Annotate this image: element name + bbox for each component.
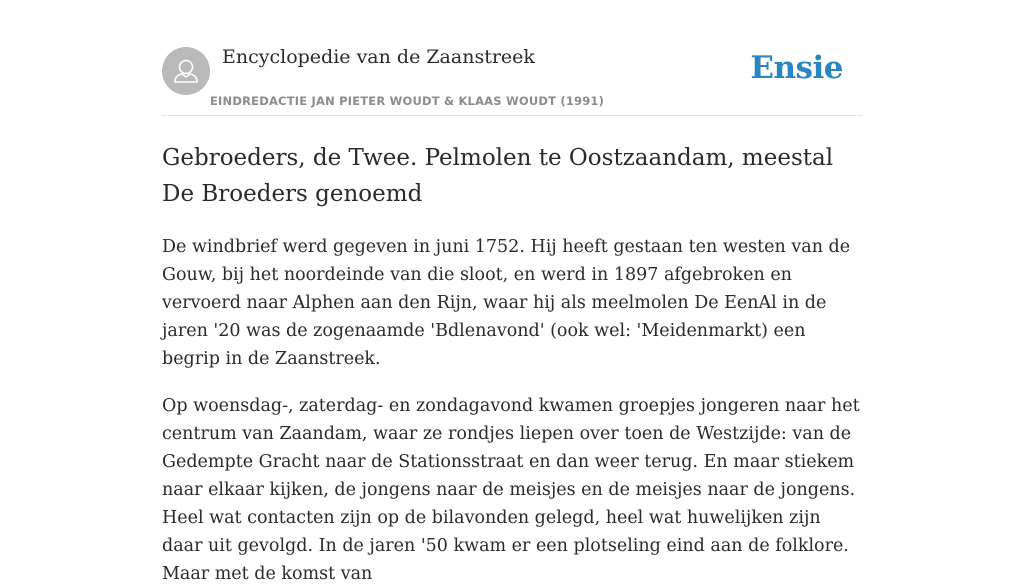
header (162, 0, 862, 116)
article-headword: Gebroeders, de Twee. Pelmolen te Oostzaandam, meestal De Broeders genoemd (162, 145, 834, 207)
article-paragraph: De windbrief werd gegeven in juni 1752. Hij heeft gestaan ten westen van de Gouw, bij het noordeinde van die sloot, en werd in 1897 afgebroken en vervoerd naar Alphen aan den Rijn, waar hij als meelmolen De EenAl in de jaren '20 was de zogenaamde 'Bdlenavond' (ook wel: 'Meidenmarkt) een begrip in de Zaanstreek. (162, 237, 851, 369)
article-paragraph: Op woensdag-, zaterdag- en zondagavond kwamen groepjes jongeren naar het centrum van Zaandam, waar ze rondjes liepen over toen de Westzijde: van de Gedempte Gracht naar de Stationsstraat en dan weer terug. En maar stiekem naar elkaar kijken, de jongens naar de meisjes en de meisjes naar de jongens. Heel wat contacten zijn op de bilavonden gelegd, heel wat huwelijken zijn daar uit gevolgd. In de jaren '50 kwam er een plotseling eind aan de folklore. Maar met de komst van (162, 396, 860, 584)
ensie-logo-link[interactable]: Ensie (750, 50, 843, 86)
page (162, 0, 862, 588)
user-icon (162, 47, 210, 95)
editors-credit: EINDREDACTIE JAN PIETER WOUDT & KLAAS WOUDT (1991) (210, 94, 605, 108)
book-title[interactable]: Encyclopedie van de Zaanstreek (222, 46, 535, 68)
